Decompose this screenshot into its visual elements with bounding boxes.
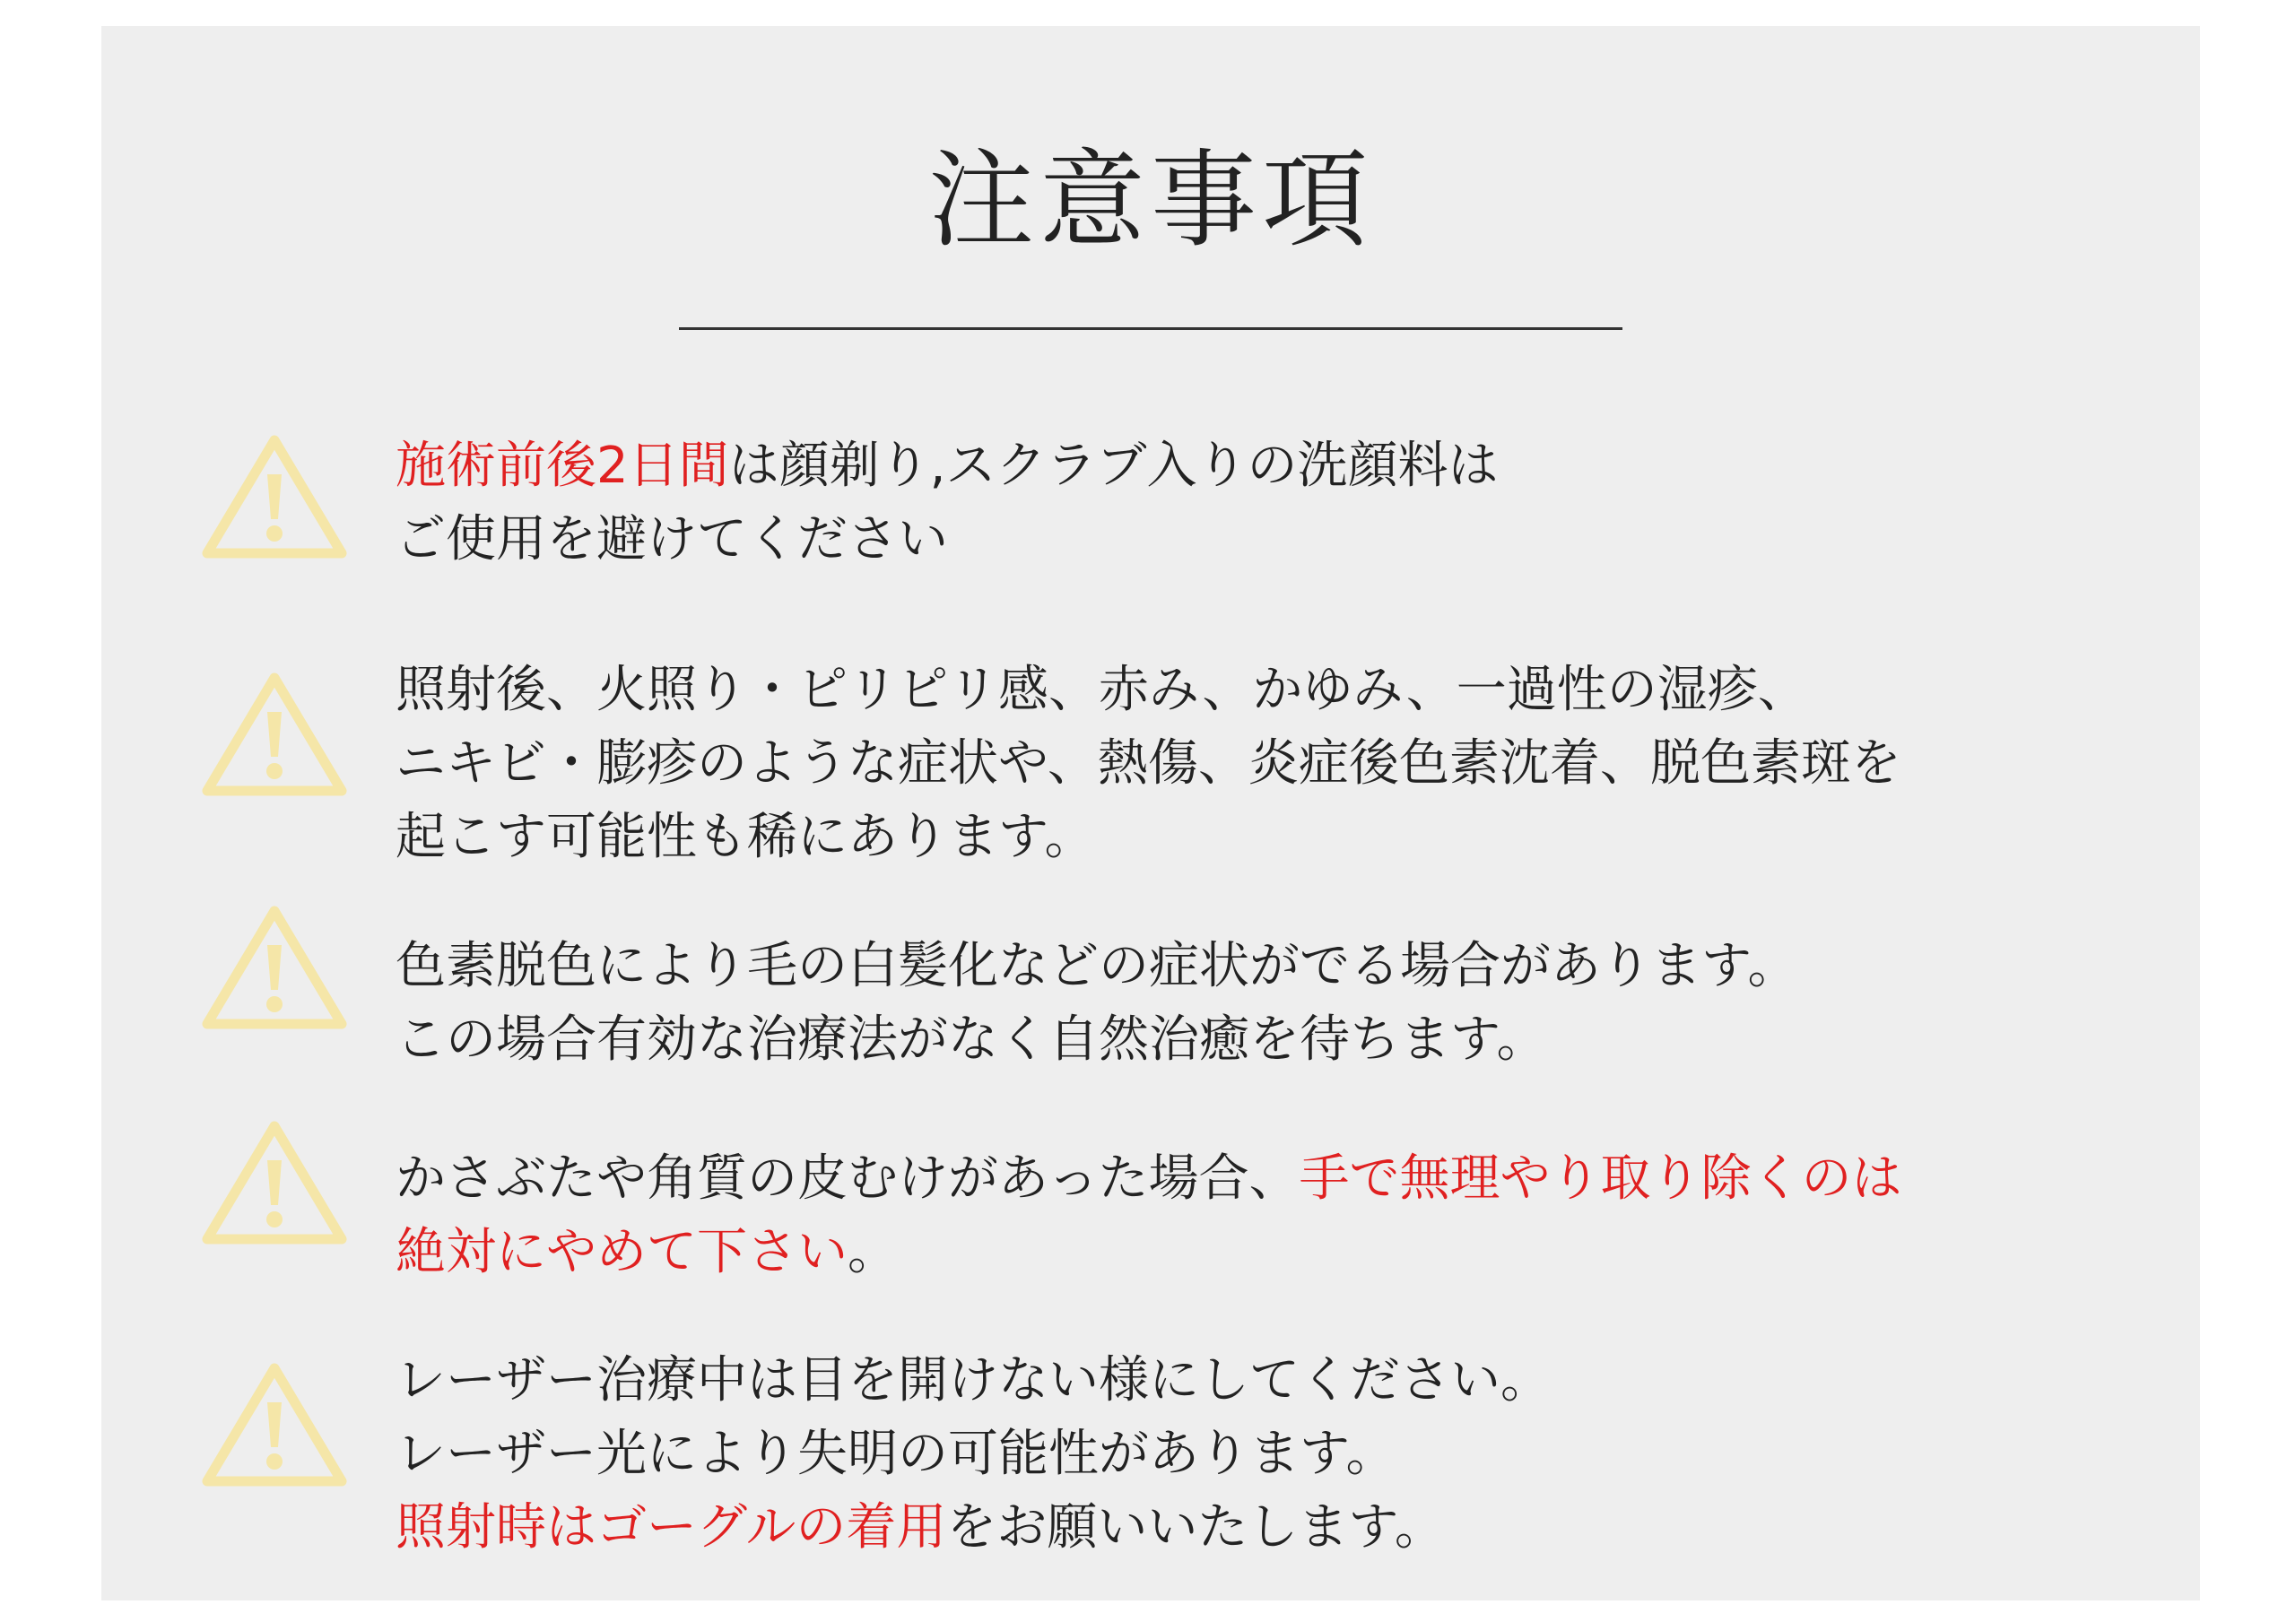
emphasis-text: 照射時はゴーグルの着用 <box>396 1498 947 1557</box>
body-text: この場合有効な治療法がなく自然治癒を待ちます。 <box>396 1010 1547 1069</box>
body-text: 。 <box>848 1223 898 1281</box>
notice-line <box>396 654 2144 727</box>
notice-line <box>396 503 2144 577</box>
warning-triangle-icon <box>198 1115 351 1250</box>
body-text: ニキビ・膨疹のような症状や、熱傷、炎症後色素沈着、脱色素斑を <box>396 734 1901 793</box>
notice-text <box>396 654 2144 874</box>
body-text: レーザー光により失明の可能性があります。 <box>396 1425 1396 1483</box>
body-text: をお願いいたします。 <box>946 1498 1445 1557</box>
emphasis-text: 施術前後2日間 <box>396 437 729 495</box>
body-text: は顔剃り,スクラブ入りの洗顔料は <box>728 437 1499 495</box>
body-text: かさぶたや角質の皮むけがあった場合、 <box>396 1149 1300 1208</box>
body-text: 照射後、火照り・ピリピリ感、赤み、かゆみ、一過性の湿疹、 <box>396 661 1808 719</box>
notice-text <box>396 1344 2144 1565</box>
notice-line <box>396 1491 2144 1565</box>
warning-triangle-icon <box>198 429 351 564</box>
body-text: レーザー治療中は目を開けない様にしてください。 <box>396 1351 1551 1409</box>
body-text: 起こす可能性も稀にあります。 <box>396 808 1095 866</box>
notice-panel <box>101 26 2200 1600</box>
notice-line <box>396 1344 2144 1418</box>
notice-line <box>396 1142 2144 1216</box>
notice-text <box>396 429 2144 577</box>
emphasis-text: 絶対にやめて下さい <box>396 1223 848 1281</box>
page-title: 注意事項 <box>927 138 1373 262</box>
warning-triangle-icon <box>198 667 351 802</box>
notice-line <box>396 1003 2144 1077</box>
notice-line <box>396 727 2144 801</box>
notice-line <box>396 930 2144 1003</box>
notice-text <box>396 1142 2144 1289</box>
body-text: ご使用を避けてください <box>396 510 948 568</box>
warning-triangle-icon <box>198 900 351 1035</box>
notice-line <box>396 429 2144 503</box>
notice-line <box>396 1418 2144 1491</box>
notice-line <box>396 1216 2144 1289</box>
warning-triangle-icon <box>198 1357 351 1492</box>
body-text: 色素脱色により毛の白髪化などの症状がでる場合があります。 <box>396 937 1798 995</box>
emphasis-text: 手で無理やり取り除くのは <box>1299 1149 1902 1208</box>
notice-text <box>396 930 2144 1077</box>
title-divider <box>679 327 1622 330</box>
notice-line <box>396 801 2144 874</box>
